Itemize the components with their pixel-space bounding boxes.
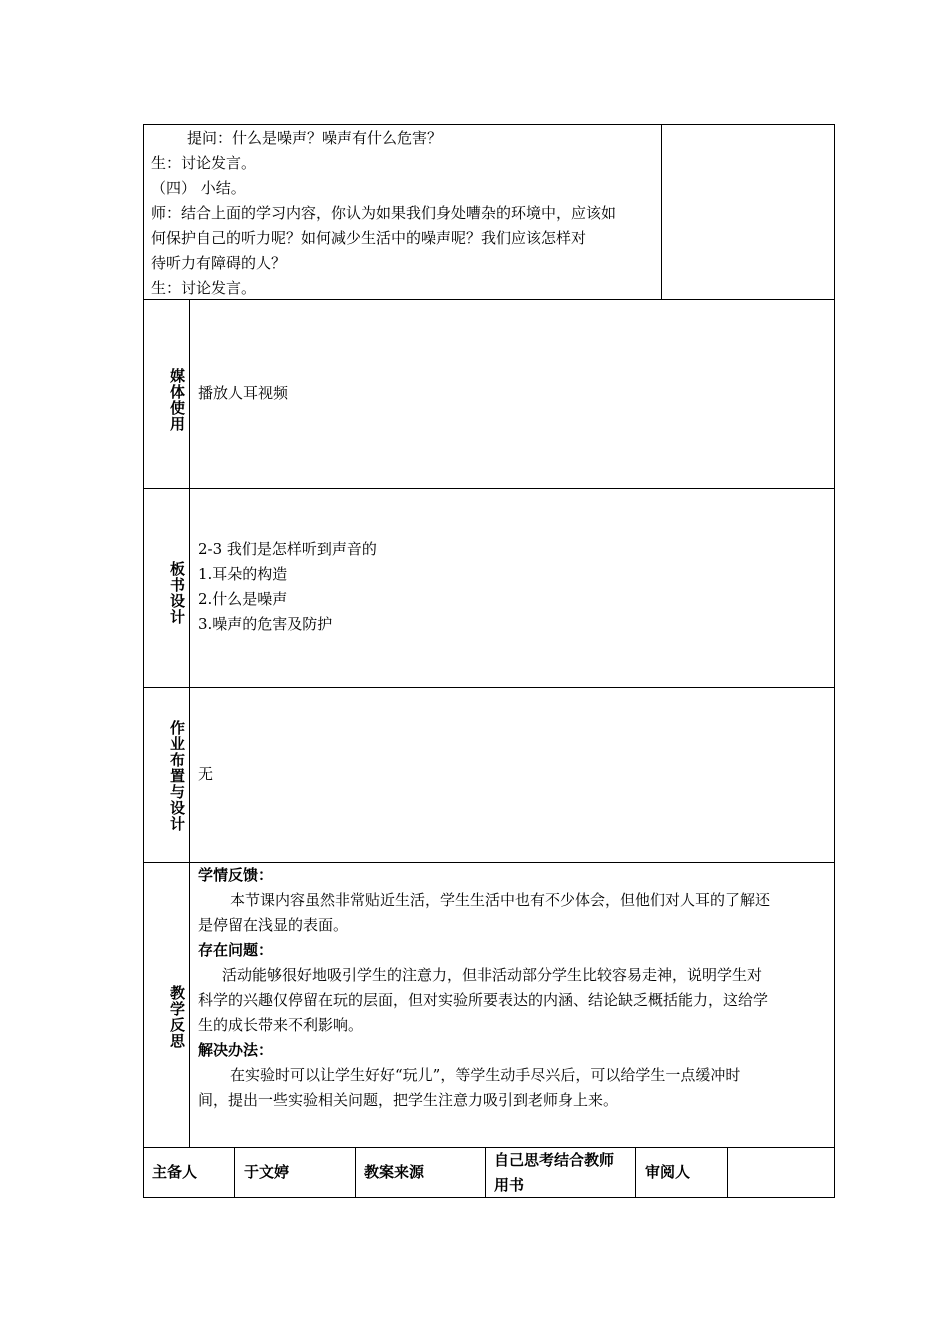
student-response-line: 生：讨论发言。: [151, 279, 257, 297]
top-section-right-divider: [661, 124, 662, 299]
reviewer-label: 审阅人: [645, 1163, 691, 1181]
reflection-label: 教学反思: [168, 985, 186, 1049]
footer-divider: [635, 1147, 636, 1198]
teacher-line: 师：结合上面的学习内容，你认为如果我们身处嘈杂的环境中，应该如: [151, 204, 617, 222]
feedback-text: 本节课内容虽然非常贴近生活，学生生活中也有不少体会，但他们对人耳的了解还: [230, 891, 771, 909]
feedback-heading: 学情反馈：: [198, 866, 274, 884]
source-label: 教案来源: [364, 1163, 425, 1181]
feedback-text: 是停留在浅显的表面。: [198, 916, 349, 934]
board-line: 3.噪声的危害及防护: [198, 615, 333, 633]
question-line: 提问：什么是噪声？噪声有什么危害？: [187, 129, 443, 147]
board-line: 1.耳朵的构造: [198, 565, 288, 583]
homework-content: 无: [198, 765, 214, 783]
preparer-value: 于文婷: [244, 1163, 290, 1181]
footer-divider: [727, 1147, 728, 1198]
media-content: 播放人耳视频: [198, 384, 289, 402]
board-design-label: 板书设计: [168, 561, 186, 625]
teacher-line: 何保护自己的听力呢？如何减少生活中的噪声呢？我们应该怎样对: [151, 229, 587, 247]
board-line: 2.什么是噪声: [198, 590, 288, 608]
source-value: 用书: [494, 1176, 525, 1194]
footer-divider: [355, 1147, 356, 1198]
solution-heading: 解决办法：: [198, 1041, 274, 1059]
row-divider: [143, 488, 835, 489]
footer-divider: [234, 1147, 235, 1198]
homework-label: 作业布置与设计: [168, 719, 186, 832]
source-value: 自己思考结合教师: [494, 1151, 615, 1169]
problem-text: 科学的兴趣仅停留在玩的层面，但对实验所要表达的内涵、结论缺乏概括能力，这给学: [198, 991, 769, 1009]
solution-text: 间，提出一些实验相关问题，把学生注意力吸引到老师身上来。: [198, 1091, 619, 1109]
footer-divider: [485, 1147, 486, 1198]
media-label: 媒体使用: [168, 368, 186, 432]
row-divider: [143, 1147, 835, 1148]
student-response-line: 生：讨论发言。: [151, 154, 257, 172]
solution-text: 在实验时可以让学生好好“玩儿”，等学生动手尽兴后，可以给学生一点缓冲时: [230, 1066, 741, 1084]
label-column-divider: [189, 299, 190, 1147]
problem-heading: 存在问题：: [198, 941, 274, 959]
problem-text: 生的成长带来不利影响。: [198, 1016, 364, 1034]
board-line: 2-3 我们是怎样听到声音的: [198, 540, 377, 558]
teacher-line: 待听力有障碍的人？: [151, 254, 287, 272]
problem-text: 活动能够很好地吸引学生的注意力，但非活动部分学生比较容易走神，说明学生对: [222, 966, 763, 984]
row-divider: [143, 687, 835, 688]
summary-heading: （四） 小结。: [151, 179, 246, 197]
preparer-label: 主备人: [152, 1163, 198, 1181]
